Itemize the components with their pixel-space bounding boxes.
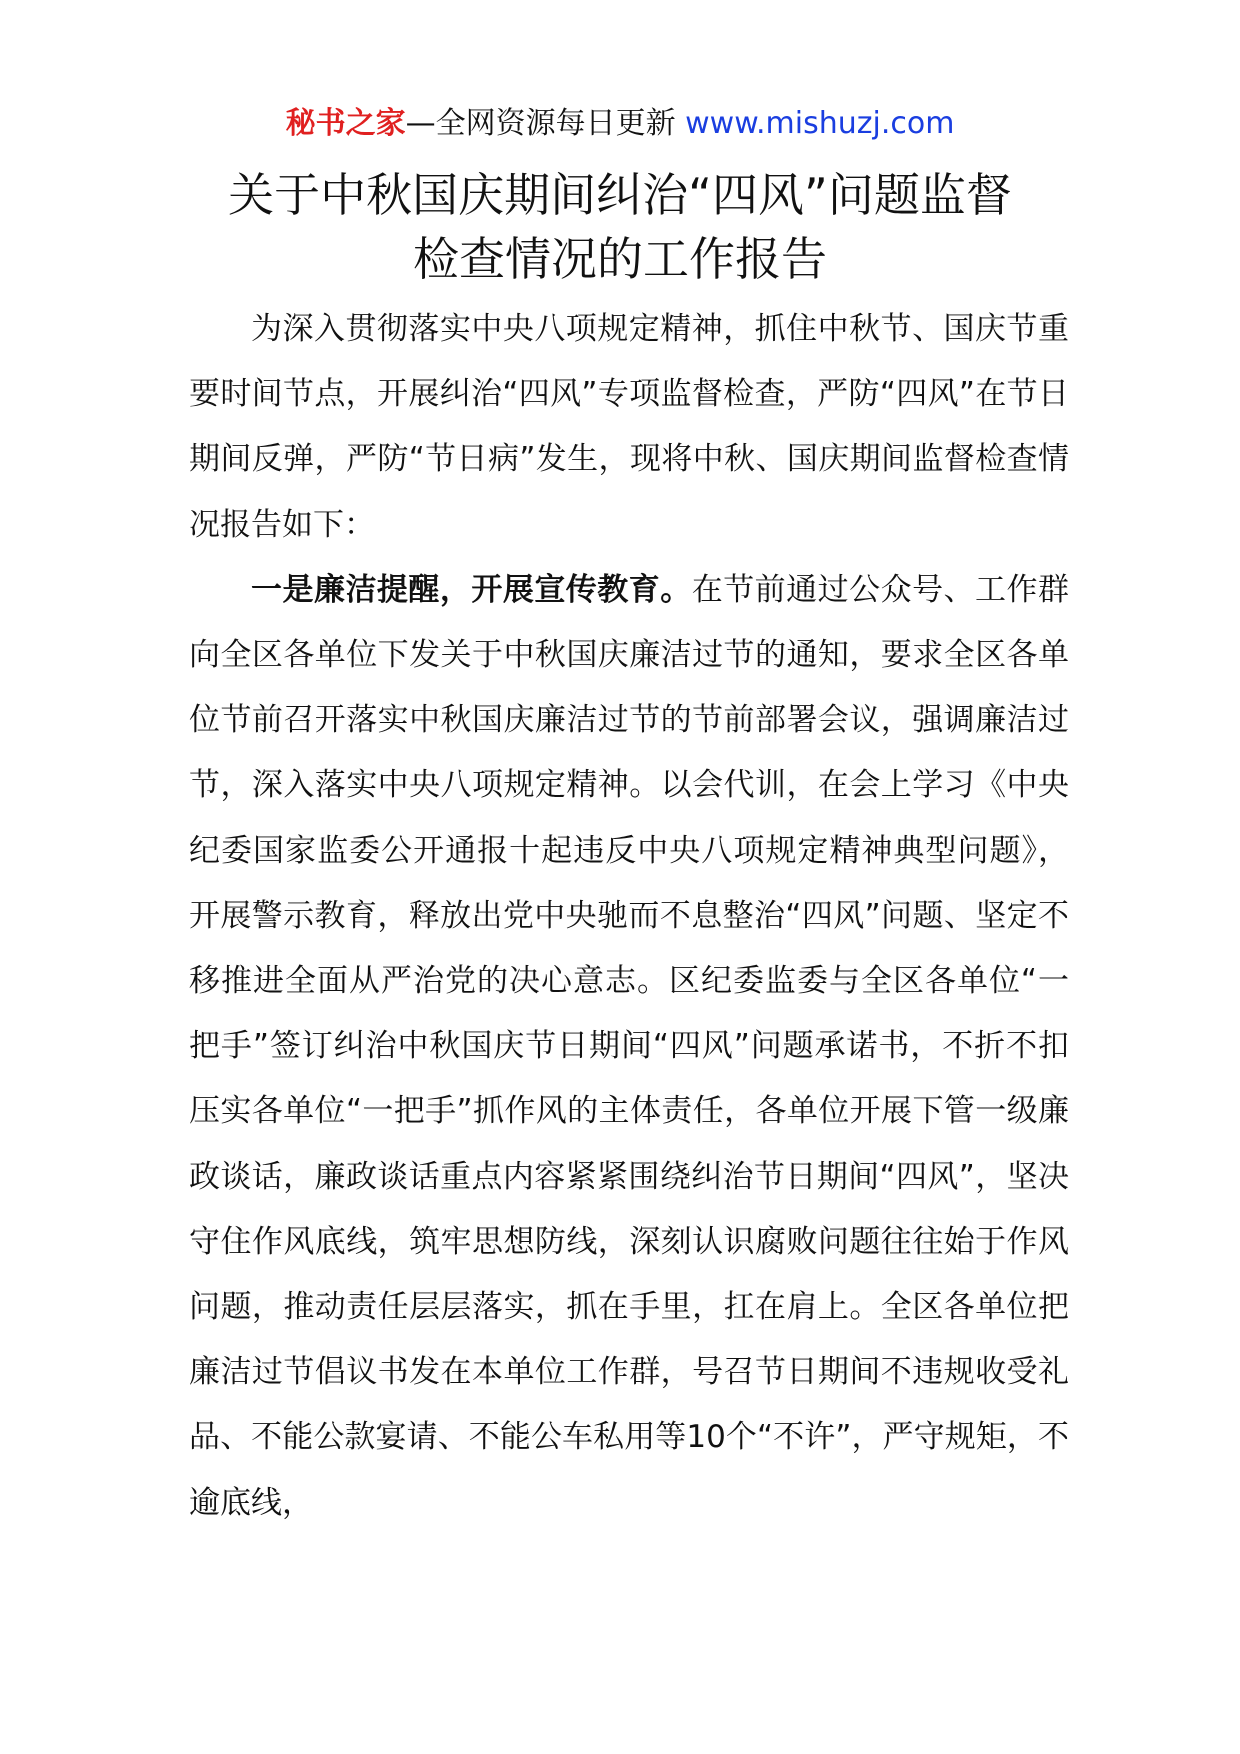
site-tagline: —全网资源每日更新 <box>405 106 676 141</box>
title-line-2: 检查情况的工作报告 <box>413 232 827 286</box>
section-1-paragraph <box>189 558 1069 1536</box>
section-1-text: 在节前通过公众号、工作群向全区各单位下发关于中秋国庆廉洁过节的通知，要求全区各单位节前召开落实中秋国庆廉洁过节的节前部署会议，强调廉洁过节，深入落实中央八项规定精神。以会代训，在会上学习《中央纪委国家监委公开通报十起违反中央八项规定精神典型问题》，开展警示教育，释放出党中央驰而不息整治“四风”问题、坚定不移推进全面从严治党的决心意志。区纪委监委与全区各单位“一把手”签订纠治中秋国庆节日期间“四风”问题承诺书，不折不扣压实各单位“一把手”抓作风的主体责任，各单位开展下管一级廉政谈话，廉政谈话重点内容紧紧围绕纠治节日期间“四风”，坚决守住作风底线，筑牢思想防线，深刻认识腐败问题往往始于作风问题，推动责任层层落实，抓在手里，扛在肩上。全区各单位把廉洁过节倡议书发在本单位工作群，号召节日期间不违规收受礼品、不能公款宴请、不能公车私用等10个“不许”，严守规矩，不逾底线， <box>189 571 1069 1521</box>
title-line-1: 关于中秋国庆期间纠治“四风”问题监督 <box>228 168 1012 222</box>
document-body <box>189 297 1069 1536</box>
document-title <box>0 163 1240 291</box>
section-1-heading: 一是廉洁提醒，开展宣传教育。 <box>251 571 692 608</box>
site-header <box>0 102 1240 146</box>
intro-paragraph: 为深入贯彻落实中央八项规定精神，抓住中秋节、国庆节重要时间节点，开展纠治“四风”专项监督检查，严防“四风”在节日期间反弹，严防“节日病”发生，现将中秋、国庆期间监督检查情况报告如下： <box>189 311 1069 543</box>
site-brand: 秘书之家 <box>285 106 406 141</box>
site-url-link[interactable]: www.mishuzj.com <box>685 106 955 141</box>
